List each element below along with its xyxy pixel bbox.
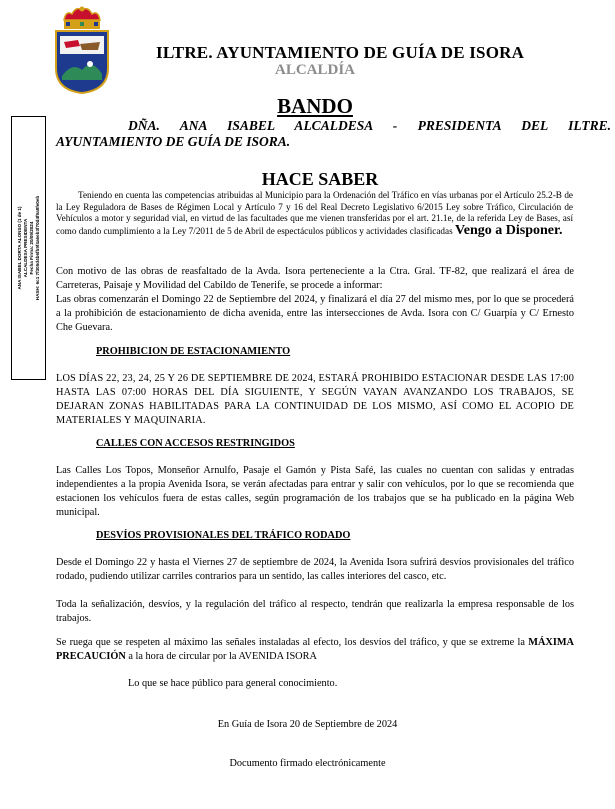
closing-line: Lo que se hace público para general conocimiento. <box>128 678 338 689</box>
date-line: En Guía de Isora 20 de Septiembre de 2024 <box>217 719 398 730</box>
signature-line: HASH: 6c1 7f305d4b6fb9f4a6eb3f70d4f9a8fe0eb <box>34 195 40 301</box>
signature-line: Fecha Firma: 20/09/2024 <box>28 221 34 275</box>
section-body <box>56 556 574 584</box>
section-body <box>56 598 574 626</box>
section-title-hace-saber: HACE SABER <box>261 169 379 189</box>
signature-note: Documento firmado electrónicamente <box>229 758 386 769</box>
paragraph-text: Las Calles Los Topos, Monseñor Arnulfo, Pasaje el Gamón y Pista Safé, las cuales no cuentan con salidas y entradas independientes a la propia Avenida Isora, se verán afectadas para entrar y salir con vehículos, por lo que se recomienda que estacionen los vehículos fuera de estas calles, según programación de los trabajos que se ha publicado en la página Web municipal. <box>56 465 574 518</box>
paragraph-text: Desde el Domingo 22 y hasta el Viernes 27 de septiembre de 2024, la Avenida Isora sufrirá desvíos provisionales del tráfico rodado, pudiendo utilizar carriles contrarios para un sentido, las calles interiores del casco, etc. <box>56 557 574 582</box>
ruego-emphasis: MÁXIMA PRECAUCIÓN <box>56 637 574 662</box>
ruego-paragraph <box>56 636 574 664</box>
section-heading: CALLES CON ACCESOS RESTRINGIDOS <box>96 438 295 449</box>
section-heading: DESVÍOS PROVISIONALES DEL TRÁFICO RODADO <box>96 530 351 541</box>
issuer-intro <box>56 118 611 150</box>
electronic-signature-stamp <box>11 116 46 380</box>
ruego-text-end: a la hora de circular por la AVENIDA ISORA <box>128 651 317 662</box>
paragraph-text: Las obras comenzarán el Domingo 22 de Septiembre del 2024, y finalizará el día 27 del mismo mes, por lo que se procederá a la prohibición de estacionamiento de dicha avenida, entre las intersecciones de Avda. Isora con C/ Guarpía y C/ Ernesto Che Guevara. <box>56 294 574 333</box>
section-body <box>56 372 574 428</box>
section-heading: PROHIBICION DE ESTACIONAMIENTO <box>96 346 291 357</box>
office-subtitle: ALCALDÍA <box>274 62 355 78</box>
paragraph-text: Con motivo de las obras de reasfaltado de la Avda. Isora perteneciente a la Ctra. Gral. TF-82, que realizará el área de Carreteras, Paisaje y Movilidad del Cabildo de Tenerife, se procede a informar: <box>56 266 574 291</box>
paragraph-text: Toda la señalización, desvíos, y la regulación del tráfico al respecto, tendrán que realizarla la empresa responsable de los trabajos. <box>56 599 574 624</box>
ruego-text: Se ruega que se respeten al máximo las señales instaladas al efecto, los desvíos del tráfico, y que se extreme la <box>56 637 525 648</box>
signature-line: ALCALDESA PRESIDENTA <box>22 218 28 278</box>
issuer-line: DÑA. ANA ISABEL ALCALDESA - PRESIDENTA DEL ILTRE. <box>128 118 611 133</box>
preamble-emphasis: Vengo a Disponer. <box>454 222 563 238</box>
municipality-title: ILTRE. AYUNTAMIENTO DE GUÍA DE ISORA <box>156 43 525 62</box>
paragraph-text: LOS DÍAS 22, 23, 24, 25 Y 26 DE SEPTIEMBRE DE 2024, ESTARÁ PROHIBIDO ESTACIONAR DESDE LAS 17:00 HASTA LAS 07:00 HORAS DEL DÍA SIGUIENTE, Y SEGÚN VAYAN AVANZANDO LOS TRABAJOS, SE DEJARAN ZONAS HABILITADAS PARA LA CONTINUIDAD DE LOS MISMO, ASÍ COMO EL ACOPIO DE MATERIALES Y MAQUINARIA. <box>56 373 574 426</box>
preamble-text: Teniendo en cuenta las competencias atribuidas al Municipio para la Ordenación del Tráfico en vías urbanas por el Artículo 25.2-B de la Ley Reguladora de Bases de Régimen Local y Artículo 7 y 16 del Real Decreto Legislativo 6/2015 Ley sobre Tráfico, Circulación de Vehículos a motor y seguridad vial, en virtud de las facultades que me vienen transferidas por el art. 21.1e, de la referida Ley de Bases, así como dando cumplimiento a la Ley 7/2011 de 5 de Abril de espectáculos públicos y actividades clasificadas <box>56 190 573 236</box>
motivo-paragraph <box>56 265 574 293</box>
motivo-paragraph <box>56 293 574 335</box>
issuer-line: AYUNTAMIENTO DE GUÍA DE ISORA. <box>56 134 291 149</box>
municipal-crest-logo <box>50 6 114 94</box>
section-body <box>56 464 574 520</box>
legal-preamble <box>56 190 573 237</box>
document-title: BANDO <box>277 94 353 118</box>
signature-line: ANA ISABEL DORTA ALONSO (1 de 1) <box>16 206 22 290</box>
